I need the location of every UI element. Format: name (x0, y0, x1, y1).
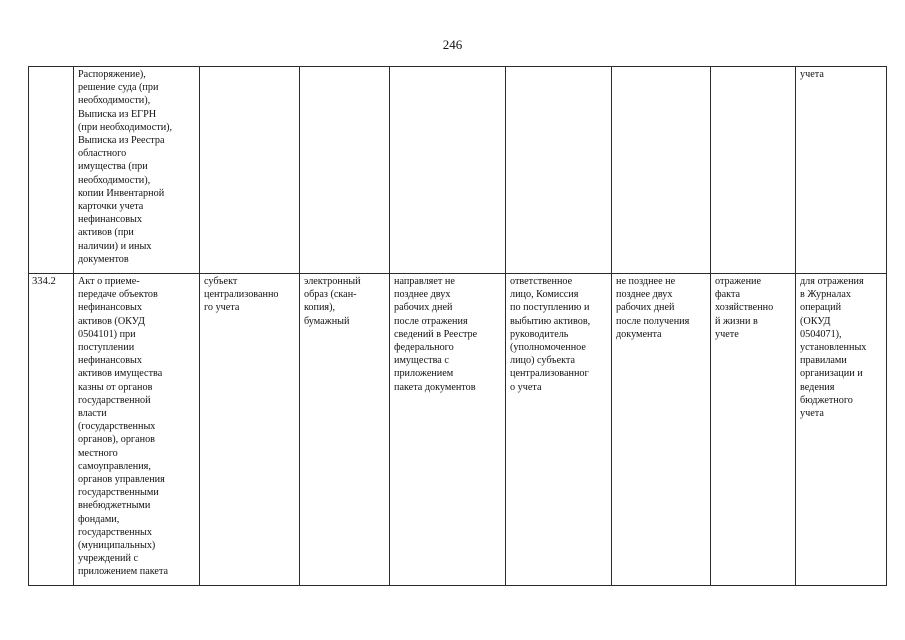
processing-deadline-cell (612, 67, 711, 274)
creator-cell (200, 67, 300, 274)
document-flow-table (28, 66, 887, 586)
purpose-cell: учета (796, 67, 887, 274)
row-number-cell (29, 67, 74, 274)
responsible-cell (506, 67, 612, 274)
accounting-reflection-cell: отражение факта хозяйственно й жизни в учете (711, 274, 796, 586)
creator-cell: субъект централизованно го учета (200, 274, 300, 586)
purpose-cell: для отражения в Журналах операций (ОКУД 0504071), установленных правилами организации и ведения бюджетного учета (796, 274, 887, 586)
submission-timing-cell (390, 67, 506, 274)
submission-timing-cell: направляет не позднее двух рабочих дней после отражения сведений в Реестре федерального имущества с приложением пакета документов (390, 274, 506, 586)
document-name-cell: Акт о приеме- передаче объектов нефинансовых активов (ОКУД 0504101) при поступлении нефинансовых активов имущества казны от органов государственной власти (государственных органов), органов местного самоуправления, органов управления государственными внебюджетными фондами, государственных (муниципальных) учреждений с приложением пакета (74, 274, 200, 586)
page-number: 246 (442, 37, 463, 52)
accounting-reflection-cell (711, 67, 796, 274)
responsible-cell: ответственное лицо, Комиссия по поступлению и выбытию активов, руководитель (уполномоченное лицо) субъекта централизованног о учета (506, 274, 612, 586)
row-number-cell: 334.2 (29, 274, 74, 586)
document-name-cell: Распоряжение), решение суда (при необходимости), Выписка из ЕГРН (при необходимости), Выписка из Реестра областного имущества (при необходимости), копии Инвентарной карточки учета нефинансовых активов (при наличии) и иных документов (74, 67, 200, 274)
processing-deadline-cell: не позднее не позднее двух рабочих дней после получения документа (612, 274, 711, 586)
format-cell (300, 67, 390, 274)
table-row (29, 67, 887, 274)
format-cell: электронный образ (скан- копия), бумажный (300, 274, 390, 586)
table-row (29, 274, 887, 586)
